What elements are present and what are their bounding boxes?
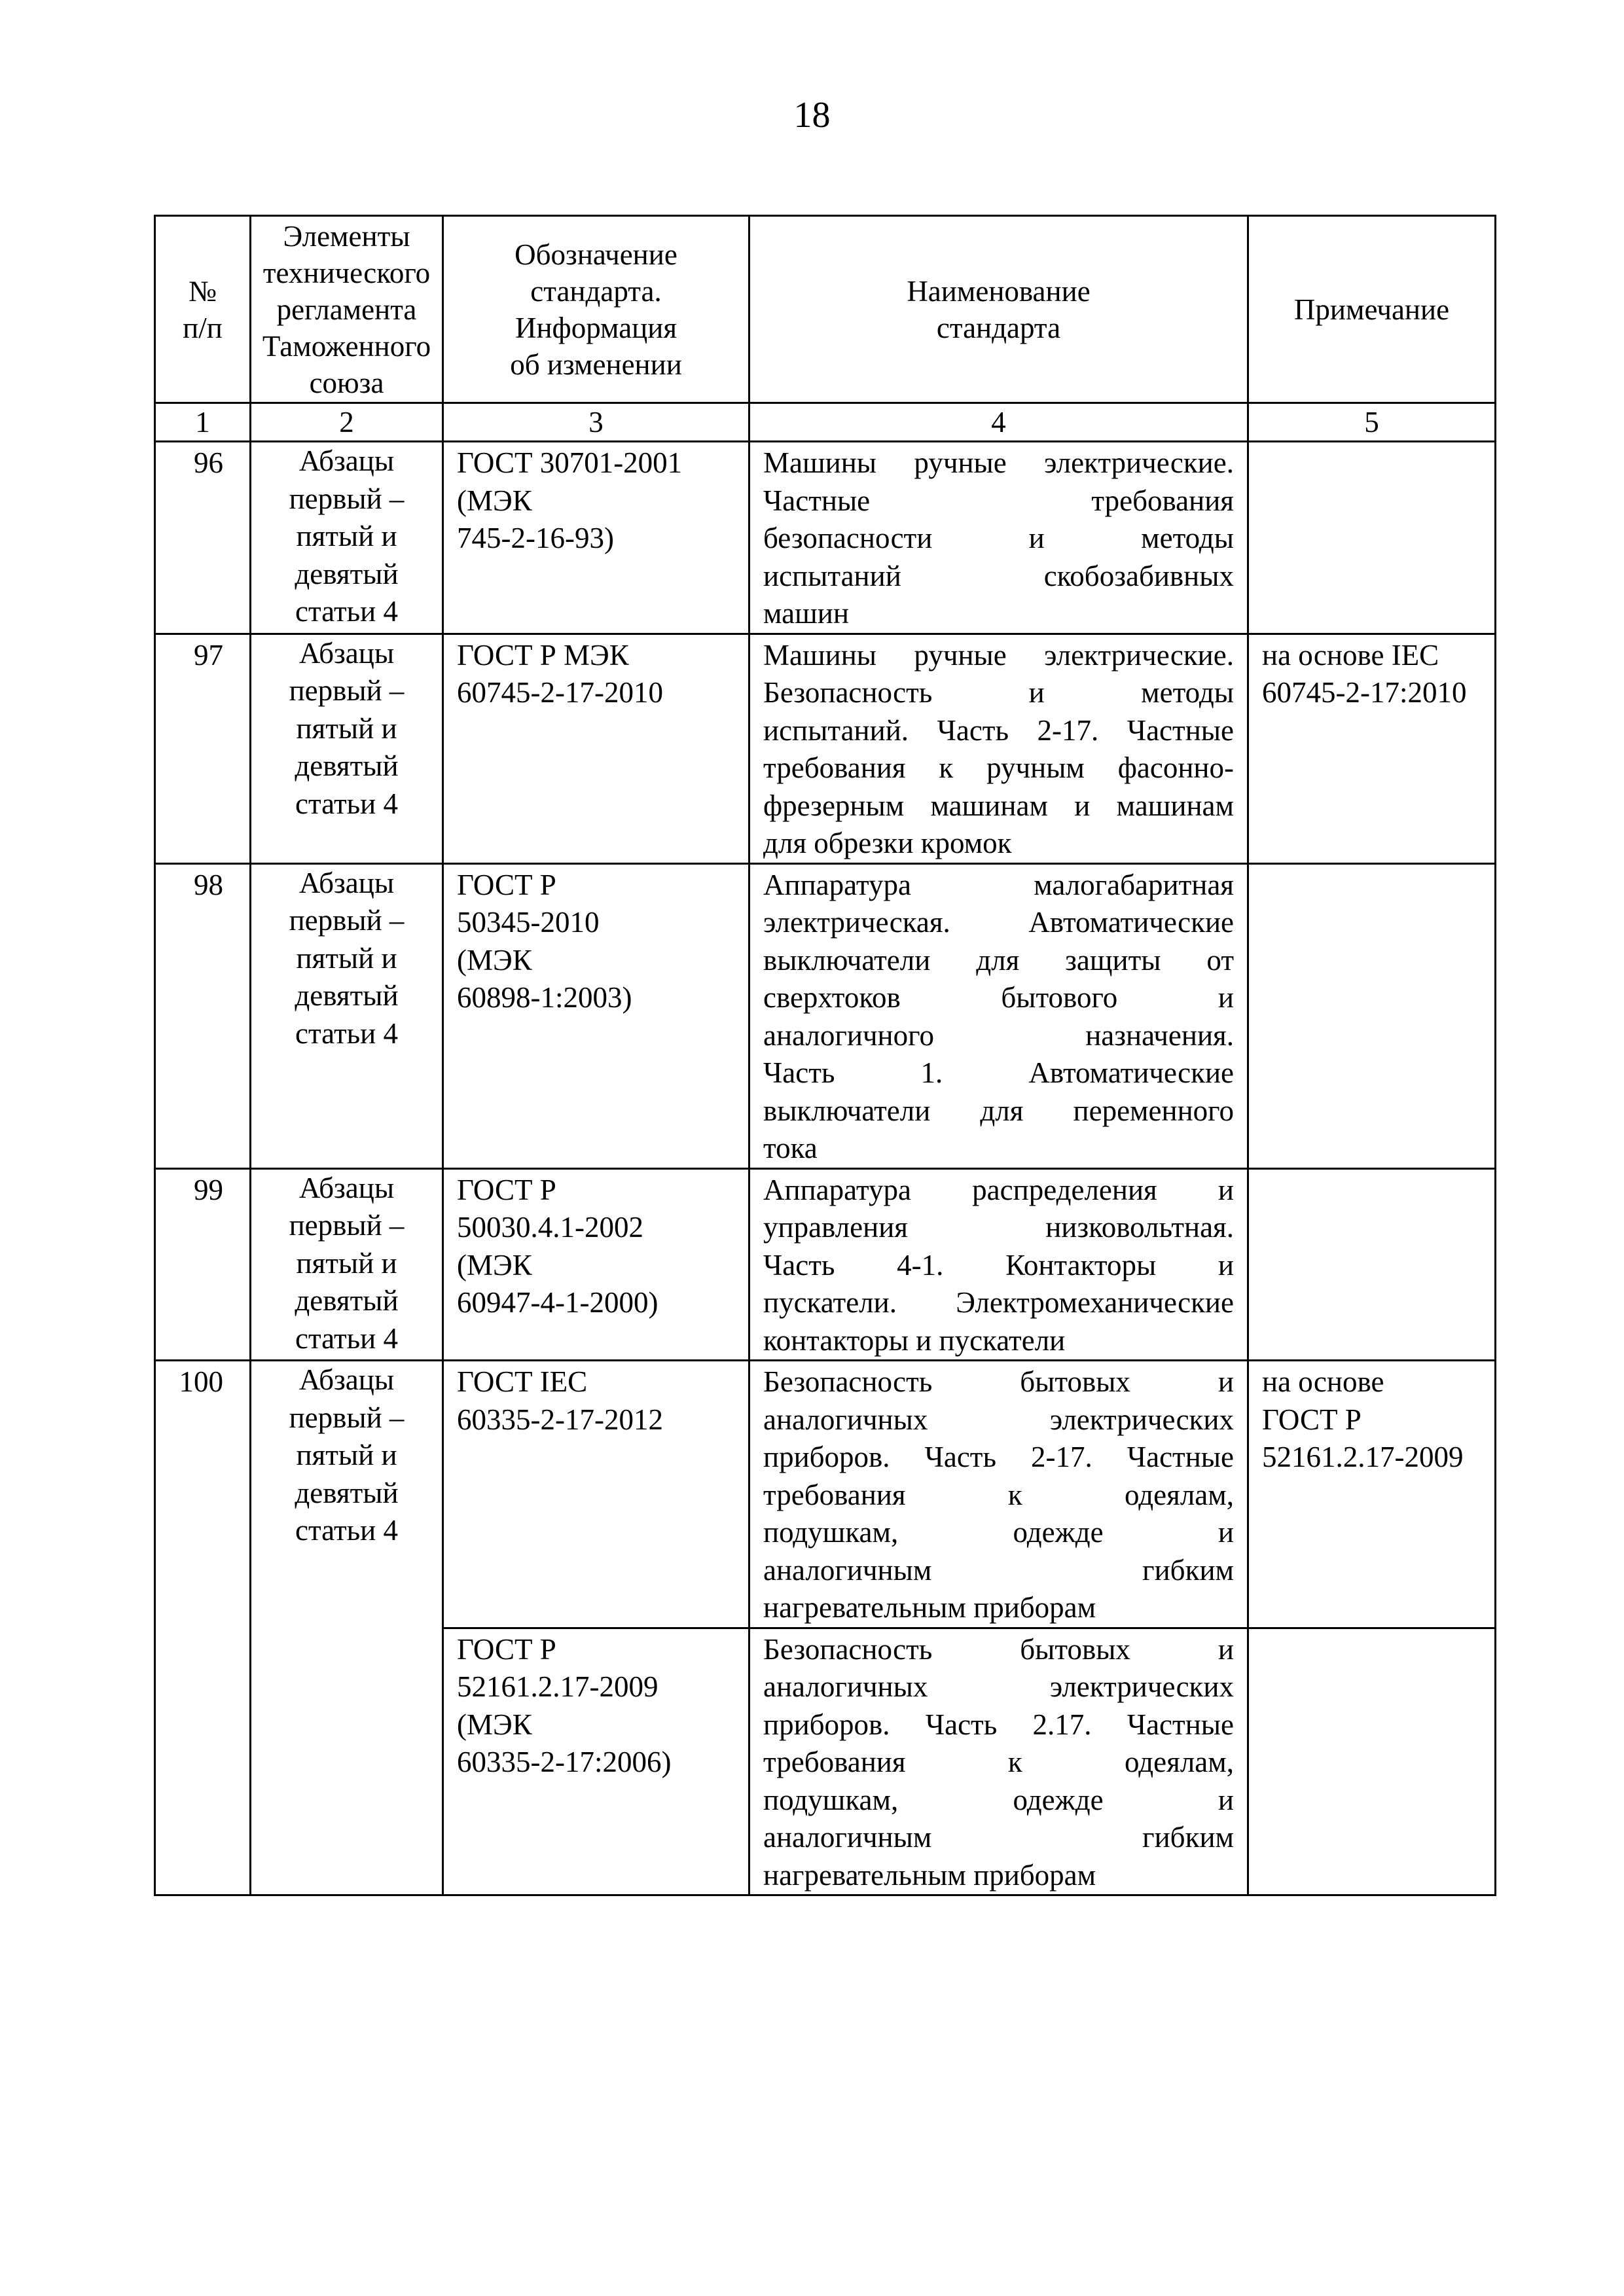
name-cell (749, 863, 1248, 1168)
text-line: девятый (295, 557, 399, 590)
text-line: статьи 4 (295, 787, 399, 820)
text-line: статьи 4 (295, 595, 399, 628)
text-line: на основе IEC (1262, 638, 1439, 672)
text-line: Часть 1. Автоматические (763, 1056, 1234, 1089)
text-line: требования к одеялам, (763, 1478, 1234, 1511)
note-cell (1248, 863, 1496, 1168)
text-line: аналогичных электрических (763, 1670, 1234, 1703)
text-line: фрезерным машинам и машинам (763, 789, 1234, 822)
text-line: аналогичным гибким (763, 1553, 1234, 1587)
designation-cell (443, 1361, 749, 1628)
text-line: Безопасность бытовых и (763, 1365, 1234, 1398)
column-number: 5 (1248, 403, 1496, 442)
text-line: для обрезки кромок (763, 827, 1012, 859)
text-line: Машины ручные электрические. (763, 446, 1234, 479)
text-line: 60745-2-17:2010 (1262, 676, 1467, 709)
text-line: подушкам, одежде и (763, 1783, 1234, 1816)
row-number: 98 (155, 863, 251, 1168)
header-line: технического (262, 256, 431, 289)
designation-cell (443, 634, 749, 863)
table-header-row (155, 216, 1496, 403)
text-line: 52161.2.17-2009 (1262, 1441, 1464, 1473)
text-line: пятый и (296, 711, 397, 745)
header-line: стандарта (936, 311, 1061, 344)
text-line: девятый (295, 1476, 399, 1509)
text-line: подушкам, одежде и (763, 1516, 1234, 1549)
text-line: 52161.2.17-2009 (457, 1670, 659, 1703)
text-line: статьи 4 (295, 1016, 399, 1050)
text-line: Абзацы (298, 636, 395, 670)
header-designation (443, 216, 749, 403)
column-number-row (155, 403, 1496, 442)
text-line: 60947-4-1-2000) (457, 1286, 659, 1319)
text-line: аналогичных электрических (763, 1403, 1234, 1436)
text-line: 60745-2-17-2010 (457, 676, 663, 709)
designation-cell (443, 442, 749, 634)
text-line: контакторы и пускатели (763, 1323, 1066, 1357)
text-line: статьи 4 (295, 1321, 399, 1355)
designation-cell (443, 1168, 749, 1361)
text-line: Частные требования (763, 484, 1234, 517)
text-line: 50345-2010 (457, 906, 600, 939)
name-cell (749, 1628, 1248, 1895)
text-line: Абзацы (298, 1363, 395, 1396)
header-line: п/п (183, 311, 223, 344)
text-line: Безопасность бытовых и (763, 1632, 1234, 1666)
text-line: девятый (295, 979, 399, 1012)
element-cell (251, 1361, 443, 1895)
text-line: статьи 4 (295, 1514, 399, 1547)
text-line: Абзацы (298, 1171, 395, 1204)
text-line: выключатели для защиты от (763, 943, 1234, 977)
row-number: 96 (155, 442, 251, 634)
header-line: Информация (514, 311, 677, 344)
table-row (155, 634, 1496, 863)
note-cell (1248, 1168, 1496, 1361)
text-line: ГОСТ 30701-2001 (457, 446, 683, 479)
text-line: ГОСТ Р МЭК (457, 638, 629, 672)
text-line: девятый (295, 749, 399, 782)
row-number: 100 (155, 1361, 251, 1895)
designation-cell (443, 863, 749, 1168)
designation-cell (443, 1628, 749, 1895)
column-number: 4 (749, 403, 1248, 442)
text-line: ГОСТ Р (457, 1632, 556, 1666)
text-line: Абзацы (298, 866, 395, 899)
text-line: требования к ручным фасонно- (763, 751, 1234, 784)
text-line: ГОСТ Р (1262, 1403, 1362, 1436)
header-element (251, 216, 443, 403)
text-line: Абзацы (298, 444, 395, 477)
text-line: пускатели. Электромеханические (763, 1286, 1234, 1319)
header-line: Наименование (907, 274, 1091, 308)
text-line: выключатели для переменного (763, 1094, 1234, 1127)
row-number: 99 (155, 1168, 251, 1361)
column-number: 3 (443, 403, 749, 442)
note-cell (1248, 442, 1496, 634)
text-line: аналогичным гибким (763, 1821, 1234, 1854)
standards-table (154, 215, 1496, 1896)
text-line: пятый и (296, 1439, 397, 1471)
note-cell (1248, 1361, 1496, 1628)
text-line: 60335-2-17-2012 (457, 1403, 663, 1436)
text-line: машин (763, 597, 849, 630)
text-line: пятый и (296, 941, 397, 975)
text-line: Аппаратура распределения и (763, 1173, 1234, 1206)
table-row (155, 1361, 1496, 1628)
text-line: нагревательным приборам (763, 1591, 1096, 1624)
text-line: Часть 4-1. Контакторы и (763, 1248, 1234, 1282)
text-line: пятый и (296, 1246, 397, 1280)
text-line: 745-2-16-93) (457, 522, 614, 554)
name-cell (749, 634, 1248, 863)
element-cell (251, 634, 443, 863)
header-note (1248, 216, 1496, 403)
header-line: Элементы (283, 219, 410, 253)
table-row (155, 442, 1496, 634)
text-line: (МЭК (457, 943, 532, 977)
text-line: 60898-1:2003) (457, 981, 632, 1014)
text-line: первый – (289, 904, 405, 937)
text-line: Машины ручные электрические. (763, 638, 1234, 672)
text-line: 50030.4.1-2002 (457, 1211, 643, 1244)
text-line: (МЭК (457, 484, 532, 517)
header-line: № (189, 274, 217, 308)
text-line: на основе (1262, 1365, 1384, 1398)
header-line: регламента (276, 293, 417, 326)
header-line: стандарта. (530, 274, 662, 308)
text-line: тока (763, 1132, 818, 1164)
text-line: первый – (289, 1401, 405, 1434)
column-number: 1 (155, 403, 251, 442)
name-cell (749, 442, 1248, 634)
note-cell (1248, 1628, 1496, 1895)
text-line: управления низковольтная. (763, 1211, 1234, 1244)
text-line: первый – (289, 1209, 405, 1242)
element-cell (251, 863, 443, 1168)
row-number: 97 (155, 634, 251, 863)
header-name (749, 216, 1248, 403)
text-line: первый – (289, 482, 405, 515)
text-line: ГОСТ Р (457, 868, 556, 901)
header-number (155, 216, 251, 403)
table-row (155, 1168, 1496, 1361)
header-line: союза (309, 366, 384, 399)
note-cell (1248, 634, 1496, 863)
text-line: безопасности и методы (763, 522, 1234, 554)
text-line: ГОСТ IEC (457, 1365, 588, 1398)
table-row (155, 863, 1496, 1168)
text-line: испытаний скобозабивных (763, 559, 1234, 592)
text-line: нагревательным приборам (763, 1858, 1096, 1892)
text-line: испытаний. Часть 2-17. Частные (763, 713, 1234, 747)
text-line: аналогичного назначения. (763, 1018, 1234, 1052)
element-cell (251, 442, 443, 634)
text-line: требования к одеялам, (763, 1746, 1234, 1778)
text-line: приборов. Часть 2-17. Частные (763, 1441, 1234, 1473)
text-line: сверхтоков бытового и (763, 981, 1234, 1014)
text-line: ГОСТ Р (457, 1173, 556, 1206)
text-line: электрическая. Автоматические (763, 906, 1234, 939)
page-number: 18 (793, 95, 831, 135)
text-line: пятый и (296, 520, 397, 552)
text-line: (МЭК (457, 1248, 532, 1282)
text-line: Безопасность и методы (763, 676, 1234, 709)
header-line: Примечание (1293, 293, 1450, 326)
header-line: Обозначение (514, 238, 677, 271)
name-cell (749, 1168, 1248, 1361)
name-cell (749, 1361, 1248, 1628)
text-line: первый – (289, 674, 405, 707)
text-line: (МЭК (457, 1708, 532, 1741)
text-line: 60335-2-17:2006) (457, 1746, 672, 1778)
header-line: Таможенного (262, 329, 431, 363)
element-cell (251, 1168, 443, 1361)
text-line: приборов. Часть 2.17. Частные (763, 1708, 1234, 1741)
header-line: об изменении (510, 348, 682, 381)
column-number: 2 (251, 403, 443, 442)
text-line: Аппаратура малогабаритная (763, 868, 1234, 901)
text-line: девятый (295, 1284, 399, 1317)
